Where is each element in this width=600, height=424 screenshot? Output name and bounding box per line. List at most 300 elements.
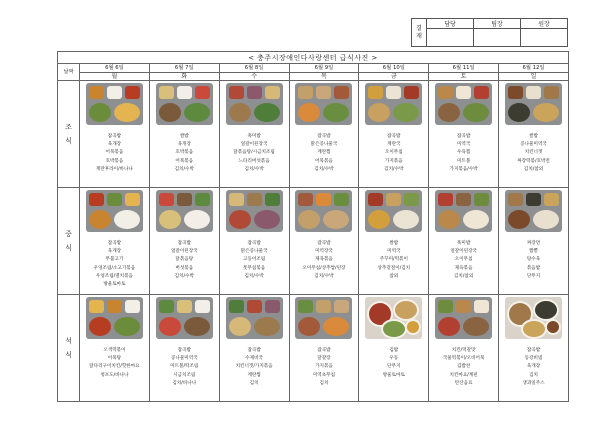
- tray-well: [404, 193, 419, 206]
- dish-item: 국물떡볶이/오비어묵: [442, 356, 485, 362]
- dish-item: 육개장: [107, 249, 122, 255]
- date-cell: 6월 11일: [429, 64, 499, 73]
- dish-item: 참외: [389, 273, 399, 279]
- tray-well: [195, 300, 210, 313]
- dish-item: 가지볶음/수박: [449, 166, 478, 172]
- tray-well: [177, 193, 192, 206]
- dish-list: [233, 133, 275, 174]
- dish-item: 톳무침볶음: [243, 265, 266, 271]
- food-photo[interactable]: [365, 83, 422, 125]
- tray-well: [298, 193, 313, 206]
- tray-bowl: [463, 317, 489, 336]
- signature-box[interactable]: [474, 29, 521, 47]
- tray-bowl: [368, 210, 390, 229]
- dish-item: 단무지: [526, 273, 541, 279]
- tray-well: [456, 300, 471, 313]
- food-photo[interactable]: [435, 190, 492, 232]
- dish-item: 호박볶음: [105, 158, 124, 164]
- dish-item: 제육볶음: [315, 257, 333, 263]
- dish-item: 어묵볶음: [175, 158, 194, 164]
- meal-cell: [80, 295, 150, 402]
- approval-table: [411, 18, 568, 47]
- tray-well: [159, 300, 174, 313]
- dish-item: 콩나물미역국: [520, 142, 547, 148]
- dish-item: 김치/수박: [314, 273, 334, 279]
- tray-bowl: [438, 210, 460, 229]
- dish-list: [522, 347, 544, 388]
- tray-well: [125, 300, 140, 313]
- dish-item: 쌀밥: [389, 241, 399, 246]
- dish-item: 짬뽕: [529, 249, 538, 255]
- food-photo[interactable]: [365, 190, 422, 232]
- meal-cell: [80, 81, 150, 188]
- tray-well: [247, 300, 262, 313]
- tray-well: [508, 193, 523, 206]
- tray-well: [368, 193, 383, 206]
- meal-cell: [149, 295, 219, 402]
- tray-well: [474, 300, 489, 313]
- tray-bowl: [463, 103, 489, 122]
- meal-label-char: 조: [65, 123, 72, 131]
- dish-item: 닭다리구이치킨/핫한마요: [89, 364, 140, 370]
- tray-well: [247, 193, 262, 206]
- tray-well: [526, 193, 541, 206]
- food-photo[interactable]: [226, 83, 283, 125]
- food-photo[interactable]: [156, 297, 213, 339]
- signature-box[interactable]: [427, 29, 474, 47]
- dish-item: 흑미밥: [247, 134, 261, 139]
- dish-list: [313, 347, 335, 388]
- dish-list: [236, 347, 273, 388]
- dish-item: 오이무침/상추쌈/된장: [302, 265, 346, 271]
- dish-item: 김치/참외: [523, 166, 544, 172]
- meal-label-char: 식: [65, 137, 72, 145]
- dish-item: 어묵볶음: [105, 150, 124, 156]
- dish-list: [170, 347, 198, 388]
- meal-cell: [289, 81, 359, 188]
- dish-item: 느타리버섯볶음: [238, 158, 270, 164]
- dish-item: 시금치조림: [173, 372, 196, 378]
- dish-list: [527, 240, 540, 281]
- tray-well: [229, 193, 244, 206]
- dish-item: 생과일주스: [522, 380, 545, 386]
- tray-well: [316, 300, 331, 313]
- breakfast-row: [58, 81, 569, 188]
- dish-item: 무불고기: [105, 257, 124, 263]
- dish-item: 맑은콩나물국: [310, 142, 338, 148]
- dish-item: 잡곡밥: [247, 348, 261, 353]
- tray-bowl: [254, 317, 280, 336]
- meal-photo-table: [57, 51, 569, 402]
- dish-item: 청포도/바나나: [100, 372, 129, 378]
- page-title: < 충주시장애인다사랑센터 급식사진 >: [58, 52, 569, 64]
- dish-item: 단무지: [387, 364, 401, 370]
- tray-bowl: [159, 210, 181, 229]
- food-photo[interactable]: [295, 297, 352, 339]
- tray-bowl: [298, 317, 320, 336]
- weekday-cell: 화: [149, 73, 219, 81]
- tray-well: [125, 193, 140, 206]
- meal-label-char: 중: [65, 230, 72, 238]
- dish-item: 얼갈이된장국: [450, 249, 477, 255]
- dish-list: [450, 240, 477, 281]
- dish-item: 미역초무침: [312, 372, 336, 378]
- approval-header: 팀장: [474, 19, 521, 29]
- dish-item: 치킨너겟: [524, 150, 543, 156]
- meal-cell: [499, 81, 569, 188]
- tray-well: [247, 86, 262, 99]
- tray-bowl: [438, 103, 460, 122]
- dish-item: 우엉조림/멸치볶음: [95, 273, 133, 279]
- dish-item: 김치: [249, 380, 259, 386]
- dish-item: 우엉조림/소고기볶음: [93, 265, 136, 271]
- tray-well: [316, 86, 331, 99]
- dish-item: 동강비빔: [524, 356, 543, 362]
- dish-bowl: [523, 321, 545, 337]
- dish-list: [383, 347, 405, 380]
- dish-bowl: [395, 301, 417, 319]
- dish-item: 김치: [319, 380, 329, 386]
- tray-bowl: [323, 210, 349, 229]
- dish-item: 어묵볶음: [315, 158, 333, 164]
- food-photo[interactable]: [226, 297, 283, 339]
- food-photo[interactable]: [86, 297, 143, 339]
- tray-well: [107, 193, 122, 206]
- dish-list: [241, 240, 268, 281]
- tray-well: [265, 193, 280, 206]
- tray-well: [456, 193, 471, 206]
- dish-item: 잡곡밥: [317, 348, 331, 353]
- dish-item: 김치/수박: [174, 166, 194, 172]
- meal-cell: [429, 81, 499, 188]
- tray-well: [177, 86, 192, 99]
- meal-cell: [289, 295, 359, 402]
- dish-item: 탄산음료: [454, 380, 473, 386]
- meal-cell: [219, 81, 289, 188]
- dinner-label: [58, 295, 80, 402]
- dish-item: 어묵탕: [107, 356, 122, 362]
- tray-well: [508, 86, 523, 99]
- food-photo[interactable]: [156, 190, 213, 232]
- weekday-cell: 목: [289, 73, 359, 81]
- meal-cell: [149, 188, 219, 295]
- tray-bowl: [298, 103, 320, 122]
- tray-well: [474, 193, 489, 206]
- dish-item: 얼갈이된장국: [240, 142, 268, 148]
- tray-bowl: [229, 210, 251, 229]
- tray-well: [298, 86, 313, 99]
- dish-item: 김치/수박: [244, 273, 264, 279]
- tray-well: [159, 86, 174, 99]
- tray-bowl: [533, 210, 559, 229]
- dish-list: [377, 240, 410, 281]
- food-photo[interactable]: [435, 83, 492, 125]
- dish-item: 오색떡볶이: [103, 348, 126, 353]
- tray-bowl: [393, 210, 419, 229]
- dish-item: 오이무침: [384, 150, 403, 156]
- meal-cell: [429, 188, 499, 295]
- dish-item: 쌀밥: [529, 134, 538, 139]
- approval-header: 담당: [427, 19, 474, 29]
- signature-box[interactable]: [521, 29, 568, 47]
- dish-item: 호박볶음: [175, 150, 194, 156]
- dish-item: 얼갈이된장국: [170, 249, 198, 255]
- tray-well: [334, 86, 349, 99]
- dish-item: 잡곡밥: [526, 348, 541, 353]
- food-photo[interactable]: [435, 297, 492, 339]
- dish-item: 미트볼: [456, 158, 471, 164]
- tray-well: [526, 86, 541, 99]
- dish-item: 쌀밥: [179, 134, 189, 139]
- dish-item: 미역국: [456, 142, 471, 148]
- tray-bowl: [159, 317, 181, 336]
- dish-item: 계란찜: [247, 372, 261, 378]
- dish-list: [96, 133, 133, 174]
- tray-bowl: [463, 210, 489, 229]
- dish-item: 우동: [389, 356, 399, 362]
- weekday-cell: 토: [429, 73, 499, 81]
- tray-bowl: [533, 103, 559, 122]
- dish-item: 콩나물미역국: [170, 356, 198, 362]
- tray-bowl: [438, 317, 460, 336]
- tray-bowl: [508, 103, 530, 122]
- tray-well: [334, 300, 349, 313]
- meal-cell: [219, 295, 289, 402]
- dish-item: 잡곡밥: [107, 241, 122, 246]
- tray-well: [438, 193, 453, 206]
- meal-cell: [219, 188, 289, 295]
- dish-item: 김치/수박: [314, 166, 334, 172]
- dish-item: 김치/수박: [174, 273, 194, 279]
- food-photo[interactable]: [505, 297, 562, 339]
- dish-item: 치킨/떡갈맛: [451, 348, 476, 353]
- tray-well: [265, 300, 280, 313]
- tray-bowl: [114, 103, 140, 122]
- tray-bowl: [89, 317, 111, 336]
- dish-list: [311, 133, 338, 174]
- tray-well: [544, 86, 559, 99]
- dish-item: 김치/바나나: [172, 380, 197, 386]
- dish-bowl: [547, 321, 559, 333]
- dish-item: 주꾸미/떡볶이: [379, 257, 408, 263]
- tray-bowl: [508, 210, 530, 229]
- tray-bowl: [184, 317, 210, 336]
- dish-bowl: [383, 321, 405, 337]
- tray-bowl: [159, 103, 181, 122]
- tray-bowl: [114, 317, 140, 336]
- meal-cell: [289, 188, 359, 295]
- tray-well: [456, 86, 471, 99]
- dish-list: [443, 347, 485, 388]
- dish-item: 계란후라이/바나나: [95, 166, 133, 172]
- lunch-label: [58, 188, 80, 295]
- tray-well: [107, 86, 122, 99]
- food-photo[interactable]: [365, 297, 422, 339]
- dish-list: [94, 240, 136, 289]
- tray-bowl: [229, 103, 251, 122]
- food-photo[interactable]: [156, 83, 213, 125]
- dish-item: 닭볶음탕: [175, 257, 194, 263]
- tray-well: [89, 193, 104, 206]
- dish-list: [302, 240, 345, 281]
- tray-well: [159, 193, 174, 206]
- dish-item: 짜장떡볶/호박전: [517, 158, 550, 164]
- tray-bowl: [184, 210, 210, 229]
- dish-item: 김치/참외: [453, 273, 474, 279]
- dish-item: 잡곡밥: [317, 241, 331, 246]
- dish-item: 탕수육: [526, 257, 541, 263]
- tray-well: [438, 86, 453, 99]
- dish-bowl: [535, 301, 557, 319]
- date-cell: 6월 10일: [359, 64, 429, 73]
- dish-list: [171, 240, 198, 281]
- food-photo[interactable]: [505, 83, 562, 125]
- tray-well: [334, 193, 349, 206]
- approval-label-bottom: 재: [416, 32, 422, 40]
- dish-item: 육개장: [107, 142, 122, 148]
- dish-item: 김밥찬: [456, 364, 471, 370]
- tray-bowl: [298, 210, 320, 229]
- approval-label-top: 결: [416, 24, 422, 32]
- dish-item: 가지볶음: [315, 364, 333, 370]
- dish-item: 잡곡밥: [107, 134, 122, 139]
- date-cell: 6월 12일: [499, 64, 569, 73]
- meal-cell: [359, 295, 429, 402]
- dish-bowl: [407, 321, 419, 333]
- dish-item: 잡곡밥: [177, 241, 191, 246]
- tray-well: [177, 300, 192, 313]
- dish-item: 잡곡밥: [317, 134, 331, 139]
- tray-well: [474, 86, 489, 99]
- tray-bowl: [393, 103, 419, 122]
- food-photo[interactable]: [295, 190, 352, 232]
- tray-bowl: [89, 103, 111, 122]
- dish-item: 수제비국: [245, 356, 263, 362]
- dish-item: 미트볼/떡조림: [170, 364, 199, 370]
- meal-cell: [80, 188, 150, 295]
- dish-item: 김치/수박: [384, 166, 404, 172]
- tray-well: [89, 86, 104, 99]
- dish-item: 김밥: [389, 348, 399, 353]
- tray-well: [265, 86, 280, 99]
- meal-label-char: 식: [65, 244, 72, 252]
- breakfast-label: [58, 81, 80, 188]
- meal-cell: [359, 188, 429, 295]
- dish-item: 닭볶음탕/시금치조림: [233, 150, 275, 156]
- tray-well: [404, 86, 419, 99]
- date-column-header: 날짜: [58, 64, 80, 81]
- dish-item: 버섯볶음: [175, 265, 194, 271]
- dish-item: 맑은콩나물국: [240, 249, 268, 255]
- dish-list: [450, 133, 478, 174]
- dish-item: 제육볶음: [454, 265, 473, 271]
- tray-well: [438, 300, 453, 313]
- tray-bowl: [254, 210, 280, 229]
- dish-item: 미역국: [387, 249, 401, 255]
- food-photo[interactable]: [295, 83, 352, 125]
- meal-cell: [429, 295, 499, 402]
- dish-item: 상추겉절이/김치: [377, 265, 411, 271]
- weekday-cell: 수: [219, 73, 289, 81]
- dish-item: 김치/수박: [244, 166, 264, 172]
- approval-label: [412, 19, 427, 47]
- dish-item: 잡곡밥: [456, 134, 471, 139]
- dish-list: [175, 133, 194, 174]
- dish-item: 고등어조림: [243, 257, 266, 263]
- food-photo[interactable]: [226, 190, 283, 232]
- meal-cell: [499, 295, 569, 402]
- dish-item: 잡곡밥: [177, 348, 191, 353]
- tray-well: [298, 300, 313, 313]
- date-cell: 6월 7일: [149, 64, 219, 73]
- dish-item: 방울토마토: [382, 372, 405, 378]
- date-cell: 6월 9일: [289, 64, 359, 73]
- approval-header: 원장: [521, 19, 568, 29]
- dish-item: 우육찜: [456, 150, 471, 156]
- tray-well: [368, 86, 383, 99]
- tray-well: [544, 193, 559, 206]
- food-photo[interactable]: [505, 190, 562, 232]
- dish-item: 김치: [529, 372, 538, 378]
- tray-well: [125, 86, 140, 99]
- tray-well: [386, 193, 401, 206]
- dish-item: 육개장: [177, 142, 191, 148]
- meal-cell: [499, 188, 569, 295]
- lunch-row: [58, 188, 569, 295]
- tray-bowl: [114, 210, 140, 229]
- dish-item: 달걀장: [317, 356, 331, 362]
- dish-item: 잡곡밥: [387, 134, 401, 139]
- weekday-cell: 일: [499, 73, 569, 81]
- dish-item: 가지볶음: [384, 158, 403, 164]
- tray-bowl: [254, 103, 280, 122]
- tray-well: [195, 193, 210, 206]
- tray-well: [229, 86, 244, 99]
- tray-bowl: [323, 103, 349, 122]
- dish-item: 흑미밥: [456, 241, 471, 246]
- meal-label-char: 석: [65, 337, 72, 345]
- weekday-cell: 월: [80, 73, 150, 81]
- tray-bowl: [323, 317, 349, 336]
- meal-cell: [149, 81, 219, 188]
- tray-well: [89, 300, 104, 313]
- food-photo[interactable]: [86, 83, 143, 125]
- tray-bowl: [368, 103, 390, 122]
- tray-bowl: [184, 103, 210, 122]
- dish-item: 볶음밥: [526, 265, 541, 271]
- tray-well: [107, 300, 122, 313]
- dish-item: 짜장면: [526, 241, 541, 246]
- date-cell: 6월 8일: [219, 64, 289, 73]
- dish-list: [89, 347, 139, 380]
- dish-item: 치킨너겟/가지볶음: [235, 364, 273, 370]
- weekday-cell: 금: [359, 73, 429, 81]
- dish-item: 육개장: [526, 364, 541, 370]
- dish-item: 오이무침: [454, 257, 473, 263]
- dinner-row: [58, 295, 569, 402]
- dish-list: [517, 133, 550, 174]
- tray-well: [229, 300, 244, 313]
- tray-bowl: [229, 317, 251, 336]
- tray-well: [386, 86, 401, 99]
- meal-label-char: 식: [65, 351, 72, 359]
- dish-item: 계란찜: [317, 150, 331, 156]
- dish-item: 미역장국: [315, 249, 333, 255]
- dish-list: [384, 133, 403, 174]
- tray-bowl: [89, 210, 111, 229]
- food-photo[interactable]: [86, 190, 143, 232]
- tray-well: [316, 193, 331, 206]
